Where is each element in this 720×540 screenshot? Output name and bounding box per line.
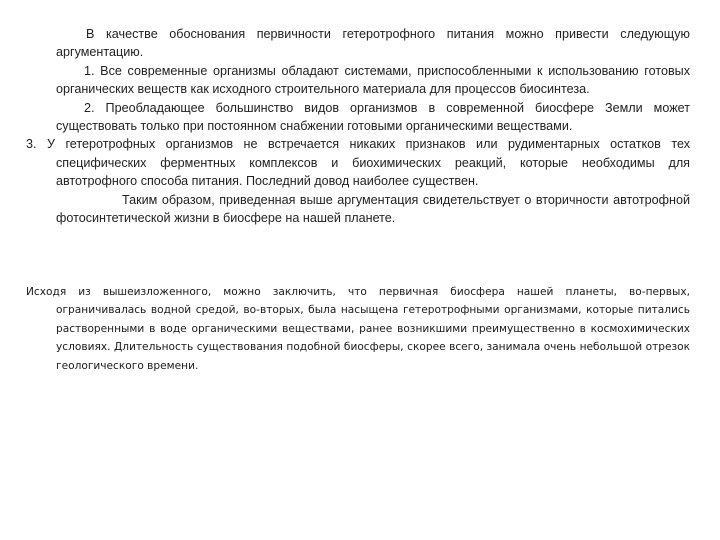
intro-paragraph: В качестве обоснования первичности гетеротрофного питания можно привести следующую аргументацию. bbox=[56, 27, 690, 60]
summary-paragraph: Исходя из вышеизложенного, можно заключить, что первичная биосфера нашей планеты, во-первых, ограничивалась водной средой, во-вторых, была насыщена гетеротрофными организмами, которые питались растворенными в воде органическими веществами, ранее возникшими преимущественно в космохимических условиях. Длительность существования подобной биосферы, скорее всего, занимала очень небольшой отрезок геологического времени. bbox=[26, 286, 690, 372]
argument-point-3: 3. У гетеротрофных организмов не встречается никаких признаков или рудиментарных остатков тех специфических ферментных комплексов и биохимических реакций, которые необходимы для автотрофного способа питания. Последний довод наиболее существен. bbox=[26, 137, 690, 189]
argument-block bbox=[26, 25, 690, 227]
summary-block bbox=[26, 283, 690, 375]
conclusion-paragraph: Таким образом, приведенная выше аргументация свидетельствует о вторичности автотрофной фотосинтетической жизни в биосфере на нашей планете. bbox=[56, 192, 690, 226]
argument-point-2: 2. Преобладающее большинство видов организмов в современной биосфере Земли может существовать только при постоянном снабжении готовыми органическими веществами. bbox=[56, 100, 690, 134]
argument-point-1: 1. Все современные организмы обладают системами, приспособленными к использованию готовых органических веществ как исходного строительного материала для процессов биосинтеза. bbox=[56, 63, 690, 97]
